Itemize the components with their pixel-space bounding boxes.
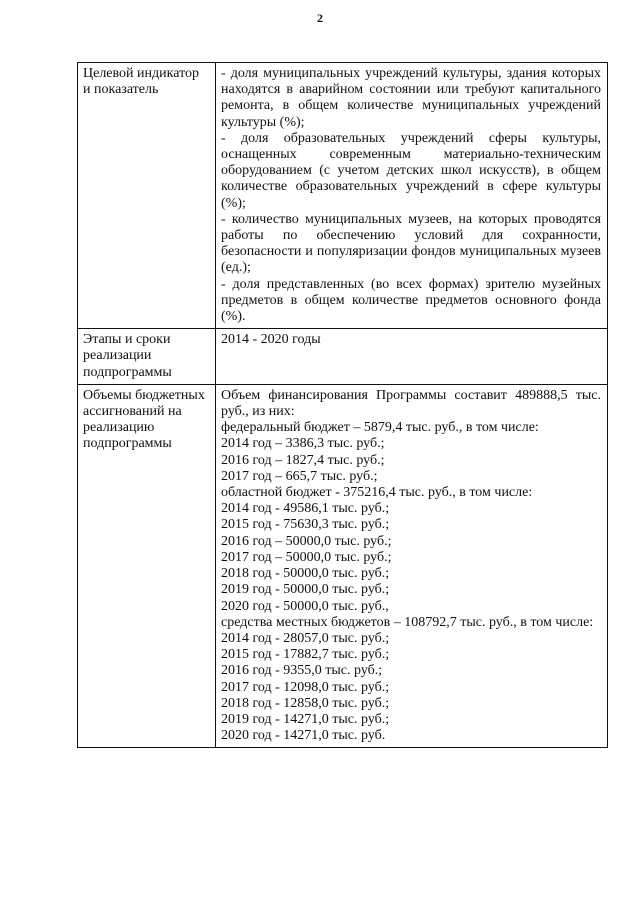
- indicator-item: - количество муниципальных музеев, на которых проводятся работы по обеспечению условий для сохранности, безопасности и популяризации фондов муниципальных музеев (ед.);: [221, 211, 601, 276]
- regional-year-line: 2020 год - 50000,0 тыс. руб.,: [221, 598, 389, 614]
- table-row-funding: [78, 384, 608, 747]
- regional-year-line: 2015 год - 75630,3 тыс. руб.;: [221, 517, 390, 533]
- federal-header: федеральный бюджет – 5879,4 тыс. руб., в том числе:: [221, 420, 539, 436]
- stages-label: Этапы и сроки реализации подпрограммы: [78, 329, 216, 385]
- regional-year-line: 2016 год – 50000,0 тыс. руб.;: [221, 533, 392, 549]
- federal-year-line: 2014 год – 3386,3 тыс. руб.;: [221, 436, 385, 452]
- local-year-line: 2016 год - 9355,0 тыс. руб.;: [221, 663, 383, 679]
- funding-label: Объемы бюджетных ассигнований на реализацию подпрограммы: [78, 384, 216, 747]
- table-row-indicators: [78, 63, 608, 329]
- local-year-line: 2020 год - 14271,0 тыс. руб.: [221, 728, 386, 744]
- federal-year-line: 2016 год – 1827,4 тыс. руб.;: [221, 452, 385, 468]
- local-year-line: 2017 год - 12098,0 тыс. руб.;: [221, 679, 390, 695]
- regional-year-line: 2019 год - 50000,0 тыс. руб.;: [221, 582, 390, 598]
- page-number: 2: [317, 11, 323, 25]
- indicator-item: - доля представленных (во всех формах) зрителю музейных предметов в общем количестве предметов основного фонда (%).: [221, 276, 601, 325]
- regional-year-line: 2017 год – 50000,0 тыс. руб.;: [221, 549, 392, 565]
- indicators-value: [216, 63, 608, 329]
- passport-table: [77, 62, 608, 748]
- federal-year-line: 2017 год – 665,7 тыс. руб.;: [221, 468, 378, 484]
- local-header: средства местных бюджетов – 108792,7 тыс. руб., в том числе:: [221, 614, 594, 630]
- stages-value: 2014 - 2020 годы: [216, 329, 608, 385]
- regional-year-line: 2018 год - 50000,0 тыс. руб.;: [221, 566, 390, 582]
- indicator-item: - доля образовательных учреждений сферы культуры, оснащенных современным материально-техническим оборудованием (с учетом детских школ искусств), в общем количестве образовательных учреждений в сфере культуры (%);: [221, 130, 601, 211]
- local-year-line: 2014 год - 28057,0 тыс. руб.;: [221, 630, 390, 646]
- local-year-line: 2015 год - 17882,7 тыс. руб.;: [221, 647, 390, 663]
- regional-year-line: 2014 год - 49586,1 тыс. руб.;: [221, 501, 390, 517]
- regional-header: областной бюджет - 375216,4 тыс. руб., в том числе:: [221, 485, 533, 501]
- local-year-line: 2019 год - 14271,0 тыс. руб.;: [221, 711, 390, 727]
- funding-value: [216, 384, 608, 747]
- indicators-label: Целевой индикатор и показатель: [78, 63, 216, 329]
- indicator-item: - доля муниципальных учреждений культуры, здания которых находятся в аварийном состоянии или требуют капитального ремонта, в общем количестве муниципальных учреждений культуры (%);: [221, 66, 601, 130]
- funding-total: Объем финансирования Программы составит 489888,5 тыс. руб., из них:: [221, 387, 601, 420]
- local-year-line: 2018 год - 12858,0 тыс. руб.;: [221, 695, 390, 711]
- table-row-stages: [78, 329, 608, 385]
